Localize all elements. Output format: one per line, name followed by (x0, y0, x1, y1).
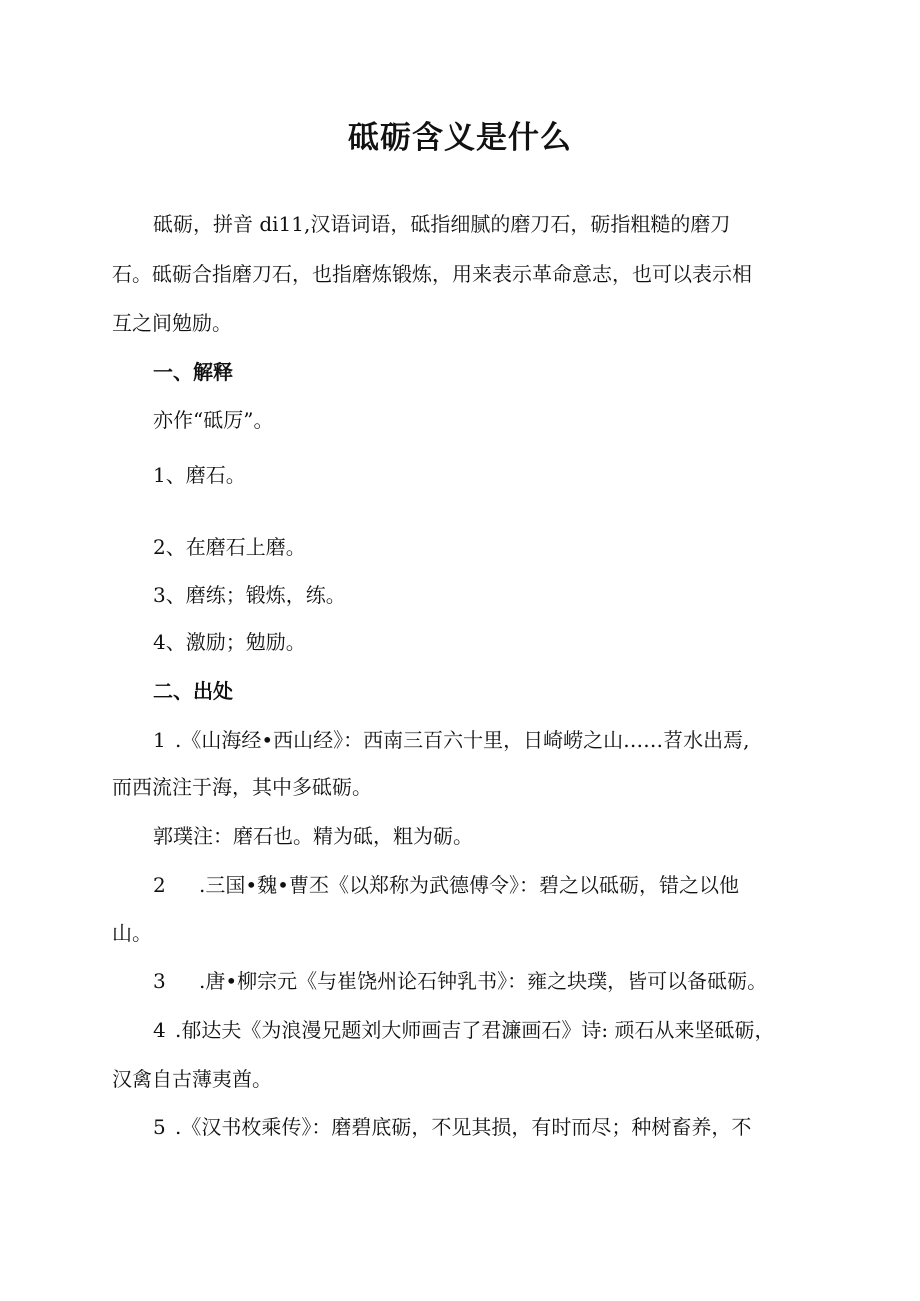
source-2-number: 2 (153, 873, 166, 897)
alias-line: 亦作“砥厉”。 (153, 408, 274, 432)
section-heading-sources: 二、出处 (153, 679, 233, 703)
intro-line-1: 砥砺，拼音 di11,汉语词语，砥指细腻的磨刀石，砺指粗糙的磨刀 (153, 212, 731, 236)
intro-line-2: 石。砥砺合指磨刀石，也指磨炼锻炼，用来表示革命意志，也可以表示相 (112, 262, 752, 286)
source-4-text: .郁达夫《为浪漫兄题刘大师画吉了君濂画石》诗: 顽石从来坚砥砺， (175, 1018, 775, 1042)
source-5-number: 5 (153, 1115, 166, 1139)
section-heading-explanation: 一、解释 (153, 360, 233, 384)
source-3-number: 3 (153, 969, 166, 993)
source-5-text: .《汉书枚乘传》：磨碧底砺，不见其损，有时而尽；种树畜养，不 (175, 1115, 752, 1139)
intro-line-3: 互之间勉励。 (112, 311, 232, 335)
source-1-line-2: 而西流注于海，其中多砥砺。 (112, 775, 372, 799)
definition-item-4: 4、激励；勉励。 (153, 630, 306, 654)
source-5-line-1 (153, 1113, 751, 1141)
source-1-line-1 (153, 726, 750, 754)
source-2-line-1 (153, 871, 739, 899)
definition-item-1: 1、磨石。 (153, 463, 246, 487)
source-2-text: .三国•魏•曹丕《以郑称为武德傅令》：碧之以砥砺，错之以他 (199, 873, 739, 897)
definition-item-2: 2、在磨石上磨。 (153, 535, 306, 559)
source-3-line-1 (153, 967, 767, 995)
source-4-line-2: 汉禽自古薄夷酋。 (112, 1067, 272, 1091)
source-3-text: .唐•柳宗元《与崔饶州论石钟乳书》：雍之块璞，皆可以备砥砺。 (199, 969, 768, 993)
page-title: 砥砺含义是什么 (348, 120, 572, 156)
definition-item-3: 3、磨练；锻炼，练。 (153, 583, 346, 607)
source-4-line-1 (153, 1016, 774, 1044)
source-1-number: 1 (153, 728, 166, 752)
source-1-text: .《山海经•西山经》：西南三百六十里，日崎崂之山……苕水出焉, (175, 728, 750, 752)
guopu-note: 郭璞注：磨石也。精为砥，粗为砺。 (153, 824, 473, 848)
source-2-line-2: 山。 (112, 921, 152, 945)
source-4-number: 4 (153, 1018, 166, 1042)
